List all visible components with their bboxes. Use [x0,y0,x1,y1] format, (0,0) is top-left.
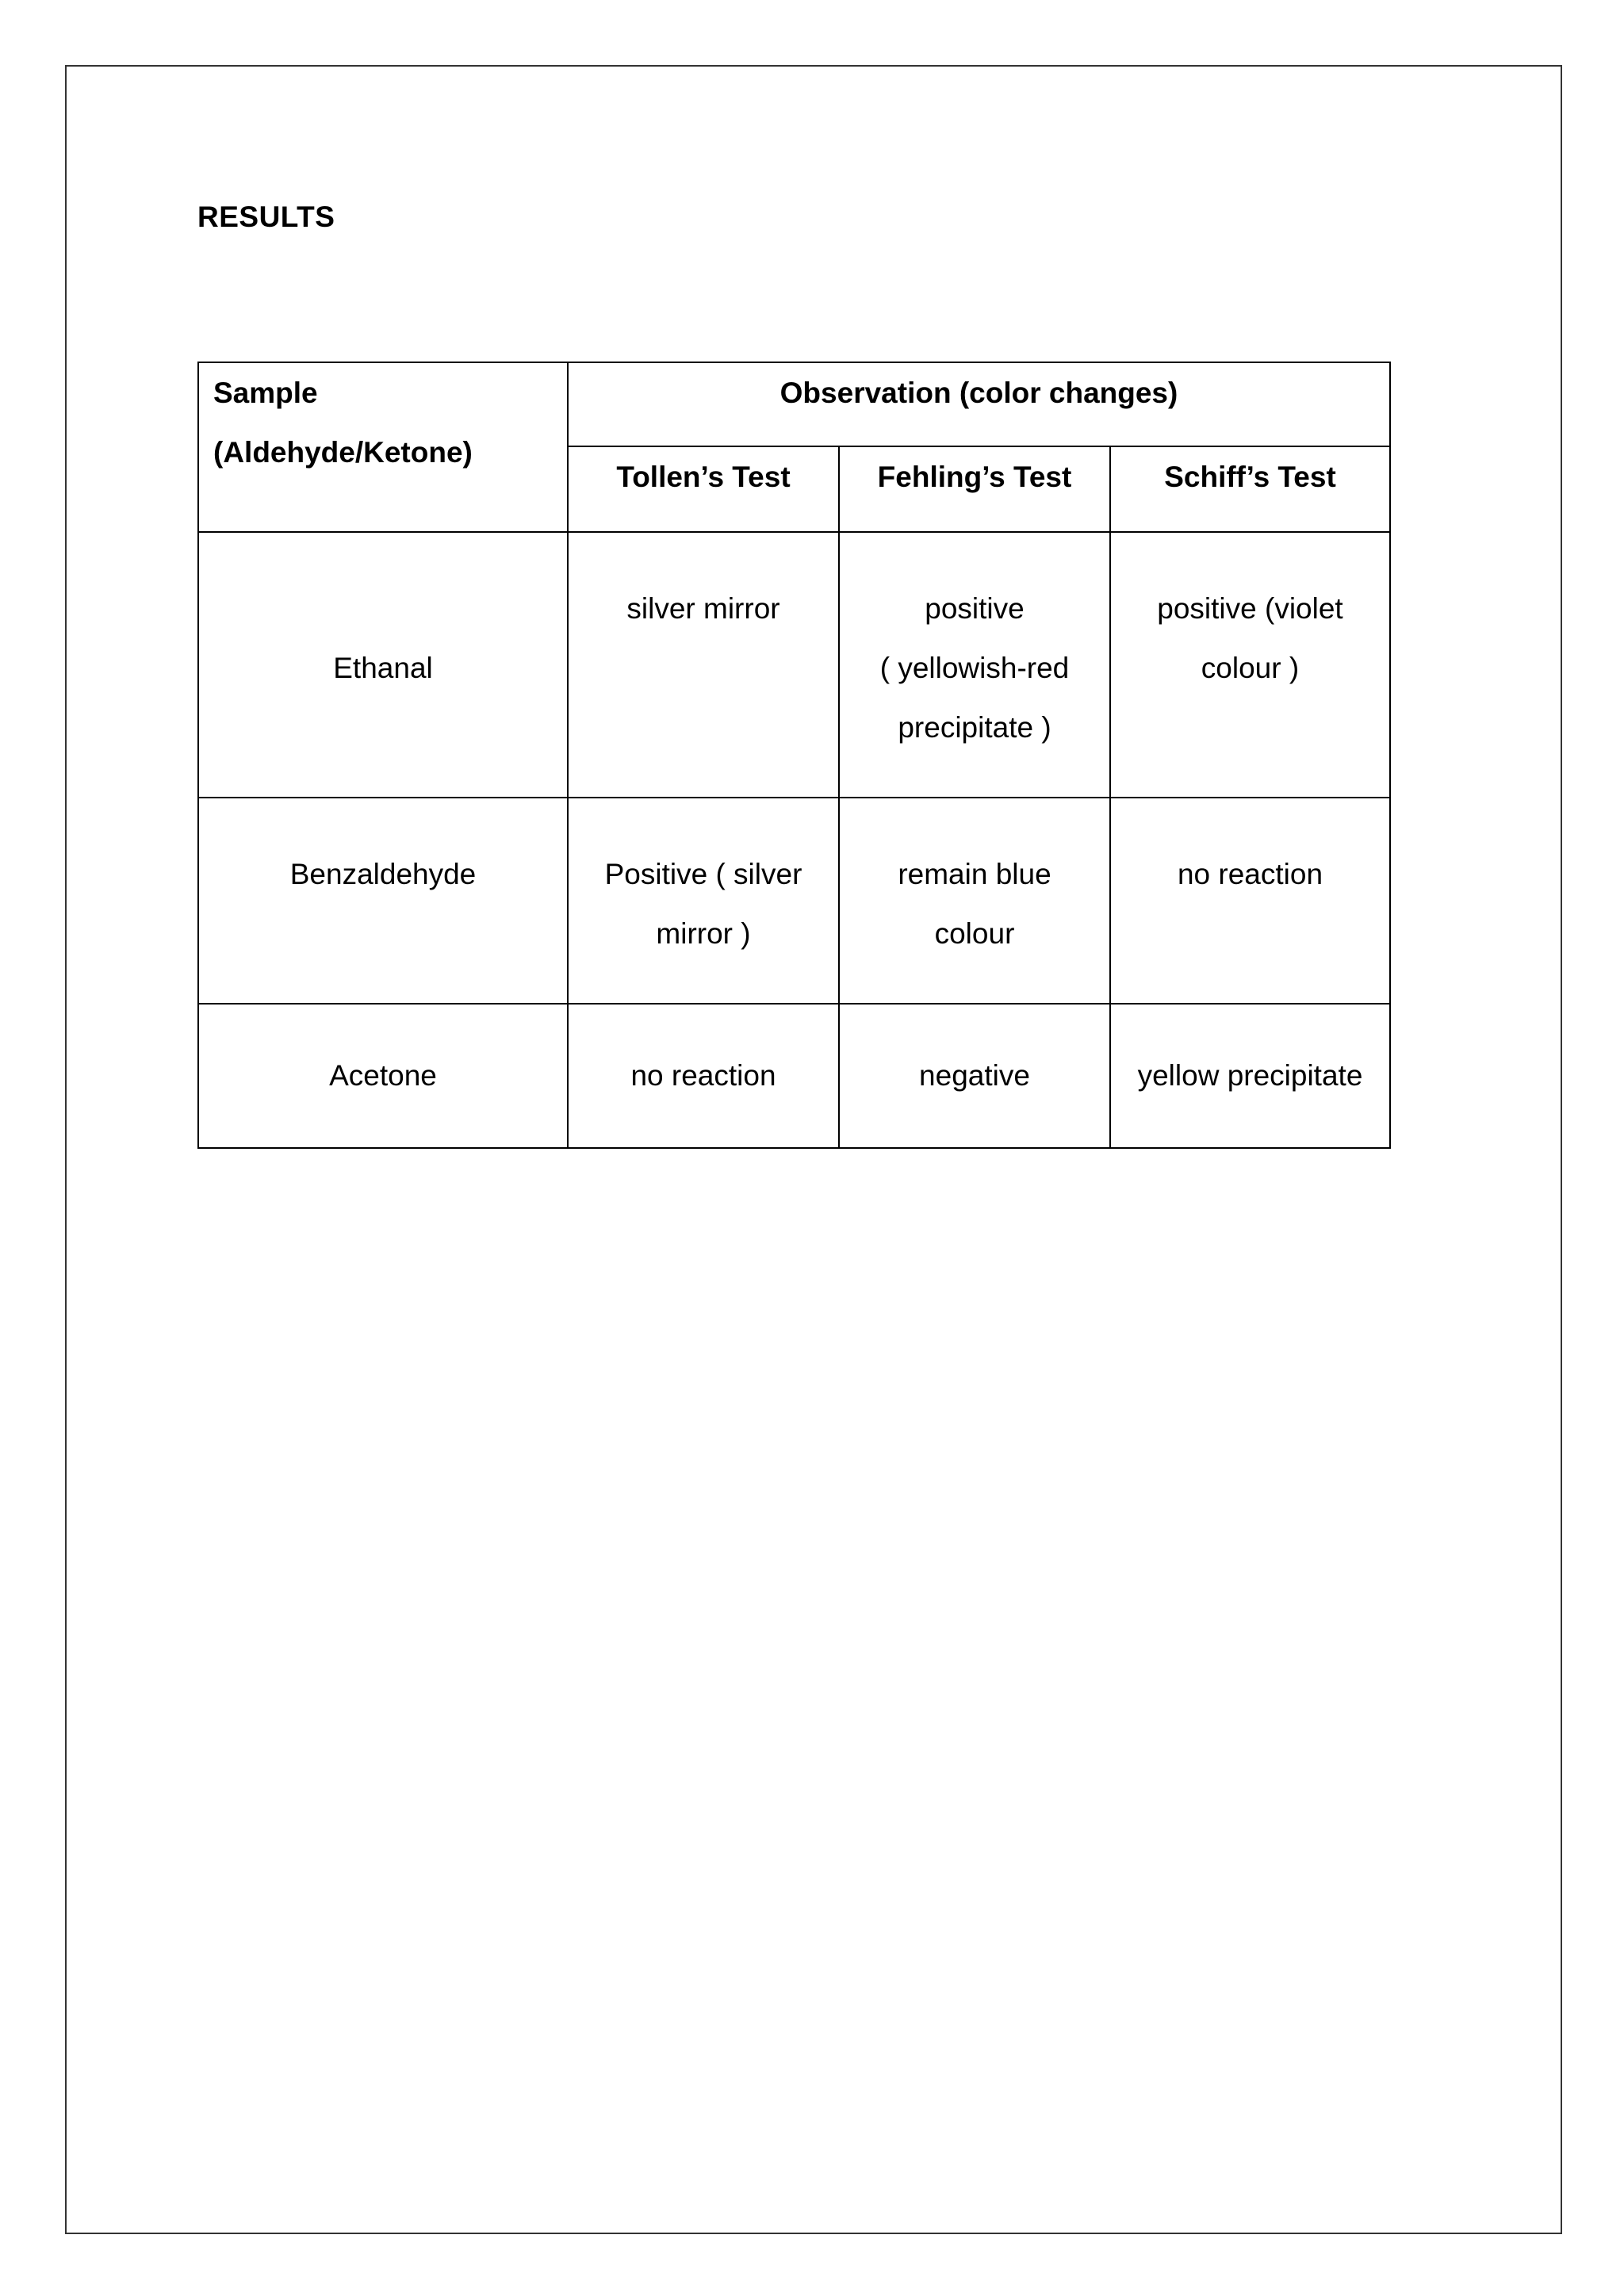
tollen-result-cell [568,532,839,798]
schiff-result: yellow precipitate [1137,1059,1363,1092]
fehling-result-line: precipitate ) [898,711,1051,744]
fehling-result-cell [839,798,1110,1004]
schiff-result-line: positive (violet [1157,592,1343,625]
tollen-test-header: Tollen’s Test [568,446,839,532]
schiff-test-header: Schiff’s Test [1110,446,1390,532]
tollen-result: silver mirror [626,592,780,625]
tollen-result [569,798,838,963]
sample-cell [198,1004,568,1148]
tollen-result: no reaction [630,1059,776,1092]
fehling-result-line: remain blue [898,858,1051,890]
fehling-result: negative [919,1059,1030,1092]
sample-header-line1: Sample [213,377,318,409]
sample-name: Acetone [329,1059,437,1092]
schiff-result-line: colour ) [1201,652,1300,684]
sample-header-line2: (Aldehyde/Ketone) [213,436,473,469]
sample-column-header [198,362,568,532]
fehling-result-cell [839,1004,1110,1148]
fehling-result-line: ( yellowish-red [879,652,1070,684]
fehling-result [840,533,1109,757]
sample-name: Benzaldehyde [289,858,477,890]
results-table [197,362,1391,1149]
table-row [198,798,1390,1004]
fehling-test-header: Fehling’s Test [839,446,1110,532]
sample-cell [198,798,568,1004]
tollen-result-line: mirror ) [656,917,751,950]
sample-name: Ethanal [333,652,433,684]
schiff-result-cell [1110,1004,1390,1148]
tollen-result-cell [568,798,839,1004]
results-heading: RESULTS [197,201,335,233]
sample-cell [198,532,568,798]
tollen-result-line: Positive ( silver [604,858,802,890]
schiff-result-cell [1110,798,1390,1004]
fehling-result-line: colour [934,917,1015,950]
fehling-result-line: positive [925,592,1025,625]
schiff-result [1111,533,1389,698]
table-row [198,1004,1390,1148]
observation-header: Observation (color changes) [568,362,1390,446]
table-header-row [198,362,1390,446]
fehling-result [840,798,1109,963]
tollen-result-cell [568,1004,839,1148]
table-row [198,532,1390,798]
schiff-result-cell [1110,532,1390,798]
fehling-result-cell [839,532,1110,798]
schiff-result: no reaction [1177,858,1323,890]
